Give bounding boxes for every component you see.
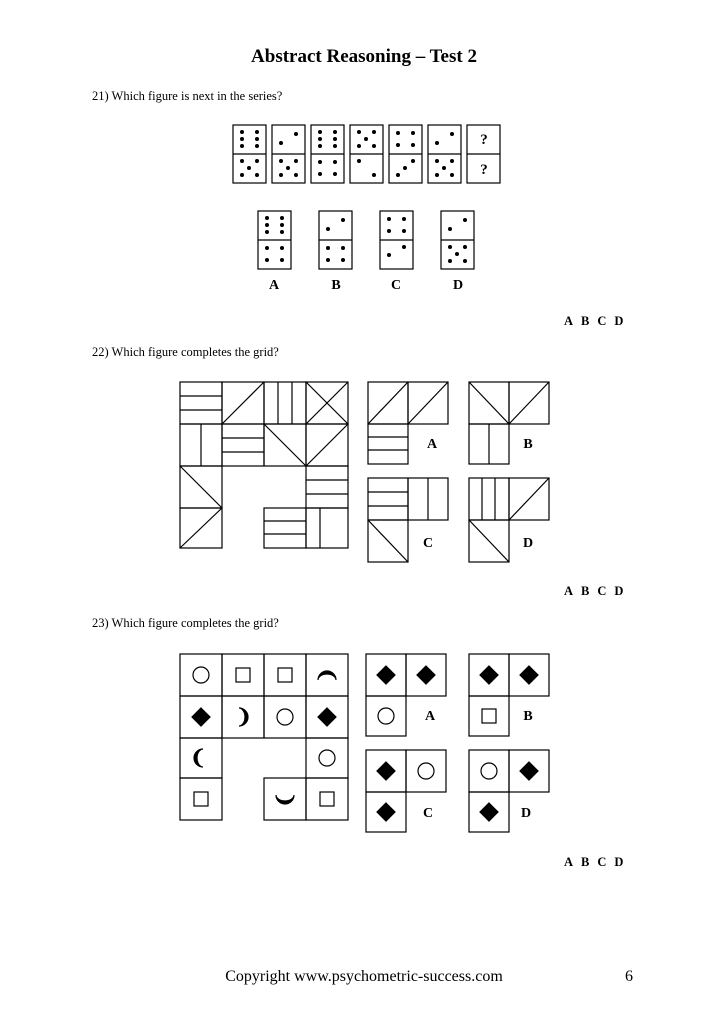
domino-2: [272, 125, 305, 183]
diamond-icon: [318, 708, 336, 726]
page-number: 6: [625, 968, 633, 985]
q21-option-c[interactable]: [380, 211, 413, 269]
diamond-icon: [480, 803, 498, 821]
domino-pips: [240, 130, 467, 263]
domino-4: [350, 125, 383, 183]
domino-5: [389, 125, 422, 183]
diamond-icon: [480, 666, 498, 684]
q23-option-c[interactable]: [366, 750, 446, 832]
answer-choice-a[interactable]: A: [564, 584, 574, 598]
q22-grid: [180, 382, 348, 548]
q23-label-a: A: [424, 709, 436, 724]
answer-choice-c[interactable]: C: [597, 855, 607, 869]
q22-option-b[interactable]: [469, 382, 549, 464]
diamond-icon: [377, 803, 395, 821]
q22-label-d: D: [522, 536, 534, 551]
answer-choice-b[interactable]: B: [581, 314, 590, 328]
q23-option-b[interactable]: [469, 654, 549, 736]
crescent-left-icon: [194, 749, 203, 767]
q22-label-c: C: [422, 536, 434, 551]
diamond-icon: [192, 708, 210, 726]
answer-choice-d[interactable]: D: [614, 314, 624, 328]
q23-option-d[interactable]: [469, 750, 549, 832]
answer-choice-a[interactable]: A: [564, 314, 574, 328]
circle-icon: [378, 708, 394, 724]
crescent-up-icon: [318, 671, 336, 680]
q21-option-b[interactable]: [319, 211, 352, 269]
question-21-text: 21) Which figure is next in the series?: [92, 89, 283, 103]
domino-3: [311, 125, 344, 183]
answer-choice-c[interactable]: C: [597, 584, 607, 598]
q21-options: [258, 211, 474, 269]
q22-option-d[interactable]: [469, 478, 549, 562]
crescent-down-icon: [276, 795, 294, 804]
circle-icon: [277, 709, 293, 725]
q21-label-b: B: [331, 278, 341, 293]
diamond-icon: [417, 666, 435, 684]
square-icon: [236, 668, 250, 682]
answer-choice-d[interactable]: D: [614, 855, 624, 869]
answer-choice-d[interactable]: D: [614, 584, 624, 598]
diamond-icon: [377, 762, 395, 780]
answer-choice-a[interactable]: A: [564, 855, 574, 869]
circle-icon: [481, 763, 497, 779]
question-mark-bottom: ?: [480, 162, 488, 178]
circle-icon: [193, 667, 209, 683]
q21-label-c: C: [390, 278, 402, 293]
answer-choice-c[interactable]: C: [597, 314, 607, 328]
domino-6: [428, 125, 461, 183]
question-22-text: 22) Which figure completes the grid?: [92, 345, 279, 359]
circle-icon: [418, 763, 434, 779]
diamond-icon: [520, 666, 538, 684]
diamond-icon: [520, 762, 538, 780]
q21-series: [233, 125, 500, 183]
q21-option-d[interactable]: [441, 211, 474, 269]
q23-label-b: B: [523, 709, 533, 724]
question-mark-top: ?: [480, 132, 488, 148]
question-23-text: 23) Which figure completes the grid?: [92, 616, 279, 630]
footer-copyright: Copyright www.psychometric-success.com: [225, 968, 503, 985]
answer-choice-b[interactable]: B: [581, 584, 590, 598]
square-icon: [278, 668, 292, 682]
square-icon: [194, 792, 208, 806]
domino-1: [233, 125, 266, 183]
q21-label-a: A: [268, 278, 280, 293]
square-icon: [320, 792, 334, 806]
square-icon: [482, 709, 496, 723]
crescent-right-icon: [239, 708, 248, 726]
q22-option-c[interactable]: [368, 478, 448, 562]
q21-option-a[interactable]: [258, 211, 291, 269]
q22-label-b: B: [523, 437, 533, 452]
page-title: Abstract Reasoning – Test 2: [251, 46, 477, 67]
circle-icon: [319, 750, 335, 766]
diamond-icon: [377, 666, 395, 684]
q23-label-c: C: [422, 806, 434, 821]
answer-choice-b[interactable]: B: [581, 855, 590, 869]
q21-label-d: D: [452, 278, 464, 293]
q22-label-a: A: [426, 437, 438, 452]
q23-label-d: D: [520, 806, 532, 821]
